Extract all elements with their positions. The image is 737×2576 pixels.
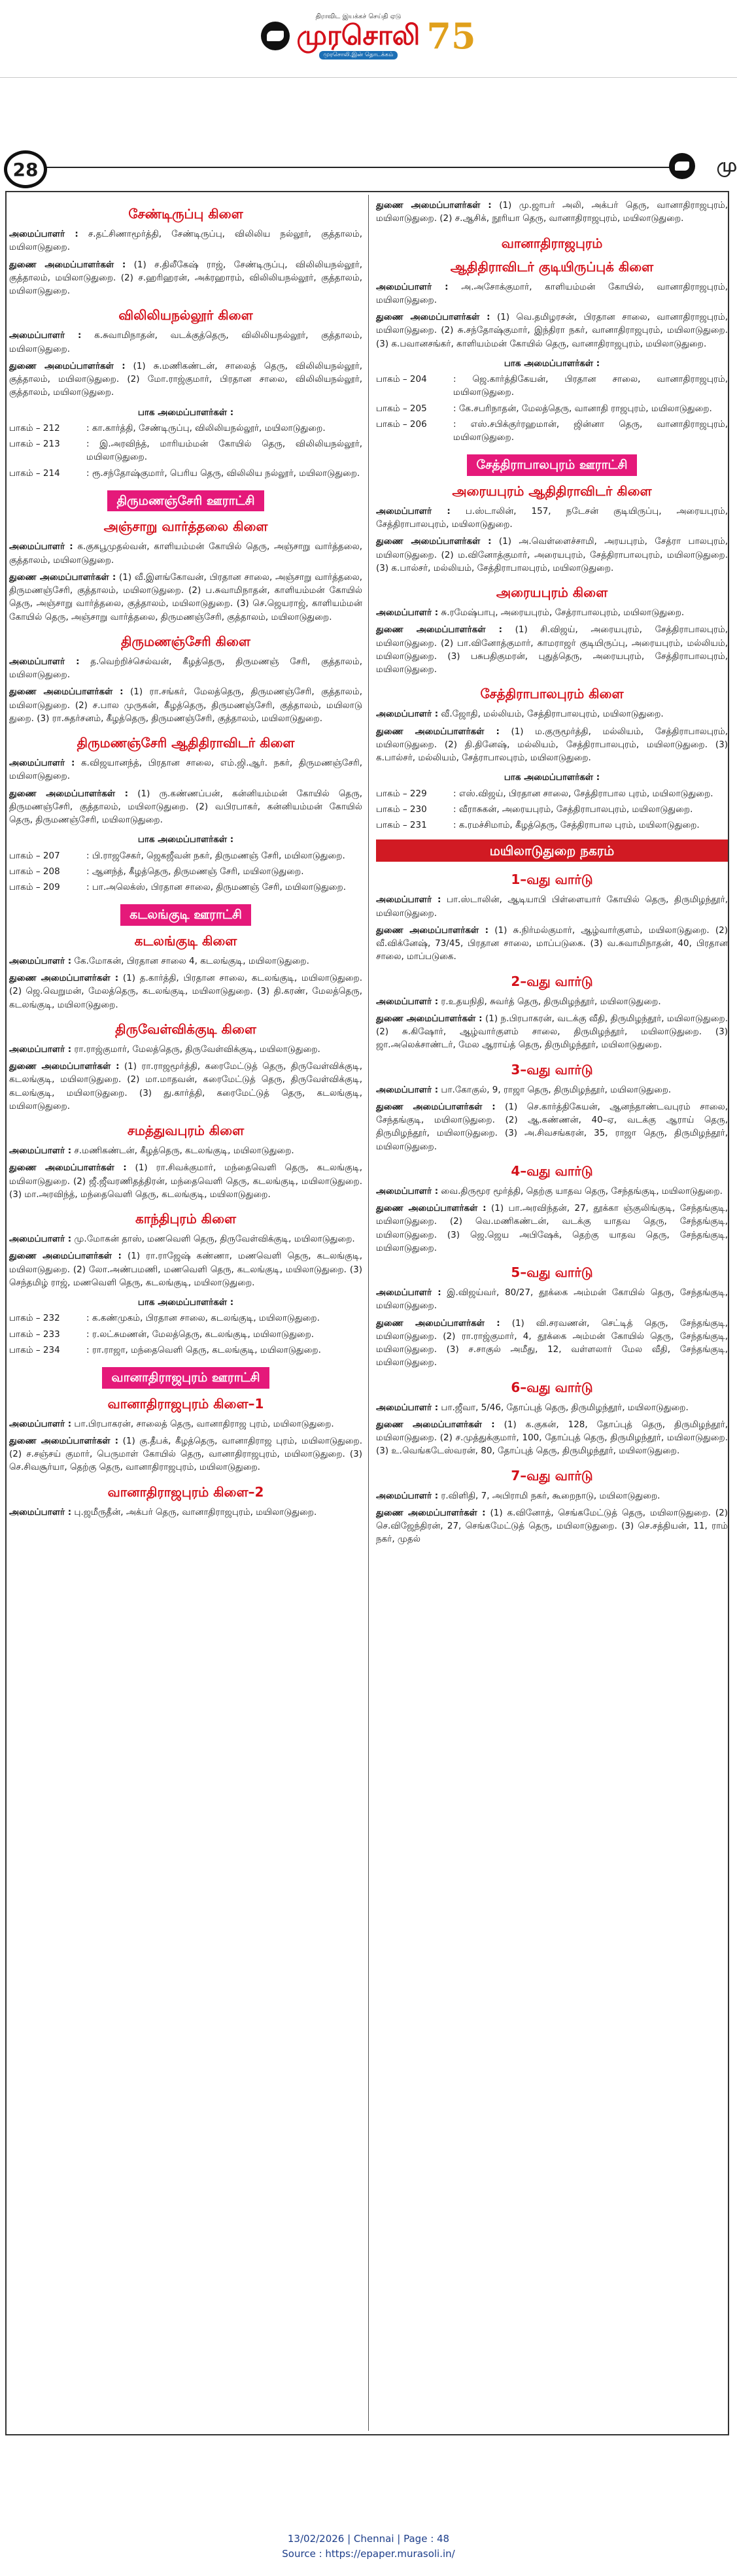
footer-dateline: 13/02/2026 | Chennai | Page : 48: [287, 2533, 450, 2545]
booth-number: பாகம் – 207: [9, 850, 60, 861]
organiser-details: (1) சி.விஜய், அரையபுரம், சேத்திராபாலபுரம், மயிலாடுதுறை. (2) பா.வினோத்குமார், காமராஜர் குடியிருப்பு, அரையபுரம், மல்லியம், மயிலாடுதுறை. (3) பசுபதிகுமரன், புதுத்தெரு, அரையபுரம், சேத்திராபாலபுரம், மயிலாடுதுறை.: [376, 624, 728, 675]
panchayat-banner-wrap: [376, 839, 728, 862]
organiser-details: ர.உதயநிதி, சுவர்த் தெரு, திருமிழந்தூர், மயிலாடுதுறை.: [438, 996, 661, 1007]
organiser-details: அ.அசோக்குமார், காளியம்மன் கோயில், வானாதிராஜபுரம், மயிலாடுதுறை.: [376, 281, 728, 305]
organiser-entry: [9, 1060, 362, 1113]
organiser-details: வை.திருமூர மூர்த்தி, தெற்கு யாதவ தெரு, சேந்தங்குடி, மயிலாடுதுறை.: [438, 1185, 723, 1196]
organiser-entry: [9, 1249, 362, 1289]
role-label: அமைப்பாளர் :: [376, 505, 451, 517]
role-label: துணை அமைப்பாளர்கள் :: [376, 312, 490, 322]
booth-entry: [376, 803, 728, 816]
organiser-details: (1) மு.ஜாபர் அலி, அக்பர் தெரு, வானாதிராஜபுரம், மயிலாடுதுறை. (2) ச.ஆசிக், நூரியா தெரு, வானாதிராஜபுரம், மயிலாடுதுறை.: [376, 200, 728, 224]
organiser-entry: [376, 280, 728, 307]
role-label: அமைப்பாளர் :: [376, 607, 439, 618]
organiser-entry: [376, 199, 728, 226]
masthead-sub: முரசொலி.இன் தொடக்கம்: [319, 51, 397, 59]
role-label: அமைப்பாளர் :: [9, 1234, 72, 1244]
masthead-tagline: திராவிட இயக்கச் செய்தி ஏடு: [315, 12, 402, 20]
booth-number: பாகம் – 234: [9, 1344, 60, 1355]
organiser-details: பா.ஜீவா, 5/46, தோப்புத் தெரு, திருமிழந்தூர், மயிலாடுதுறை.: [438, 1402, 689, 1413]
organiser-details: (1) த.கார்த்தி, பிரதான சாலை, கடலங்குடி, மயிலாடுதுறை. (2) ஜெ.வெறுமன், மேலத்தெரு, கடலங்குடி, மயிலாடுதுறை. (3) தி.கரண், மேலத்தெரு, கடலங்குடி, மயிலாடுதுறை.: [9, 973, 362, 1010]
organiser-details: கே.மோகன், பிரதான சாலை 4, கடலங்குடி, மயிலாடுதுறை.: [71, 955, 309, 966]
booth-organiser: : வீராசுகன், அரையபுரம், சேத்திராபாலபுரம், மயிலாடுதுறை.: [453, 804, 693, 815]
role-label: அமைப்பாளர் :: [9, 1145, 72, 1156]
panchayat-banner: திருமணஞ்சேரி ஊராட்சி: [107, 490, 264, 512]
organiser-details: (1) ரா.சிவக்குமார், மந்தைவெளி தெரு, கடலங்குடி, மயிலாடுதுறை. (2) ஜீ.ஜீவரணிதத்திரன், மந்தைவெளி தெரு, கடலங்குடி, மயிலாடுதுறை. (3) மா.அரவிந்த், மந்தைவெளி தெரு, கடலங்குடி, மயிலாடுதுறை.: [9, 1162, 362, 1200]
booth-organiser: : கா.கார்த்தி, சேண்டிருப்பு, விலிலியநல்லூர், மயிலாடுதுறை.: [86, 422, 326, 433]
role-label: துணை அமைப்பாளர்கள் :: [9, 1251, 122, 1262]
footer: [0, 2532, 737, 2561]
organiser-details: (1) சு.மணிகண்டன், சாலைத் தெரு, விலிலியநல்லூர், குத்தாலம், மயிலாடுதுறை. (2) மோ.ராஜ்குமார், பிரதான சாலை, விலிலியநல்லூர், குத்தாலம், மயிலாடுதுறை.: [9, 360, 363, 398]
booth-organisers-title: பாக அமைப்பாளர்கள் :: [137, 1297, 234, 1308]
anniversary-badge: 75: [426, 15, 476, 57]
organiser-details: க.குகபூமுதல்வன், காளியம்மன் கோயில் தெரு, அஞ்சாறு வார்த்தலை, குத்தாலம், மயிலாடுதுறை.: [9, 541, 362, 566]
role-label: அமைப்பாளர் :: [376, 996, 439, 1007]
organiser-details: வீ.ஜோதி, மல்லியம், சேத்திராபாலபுரம், மயிலாடுதுறை.: [438, 709, 664, 720]
booth-entry: [9, 881, 362, 894]
organiser-entry: [376, 1401, 728, 1414]
role-label: அமைப்பாளர் :: [376, 281, 449, 292]
section-heading: சேண்டிருப்பு கிளை: [128, 206, 243, 222]
booth-organiser: : ரா.ராஜா, மந்தைவெளி தெரு, கடலங்குடி, மயிலாடுதுறை.: [86, 1344, 321, 1355]
organiser-entry: [9, 756, 362, 783]
organiser-entry: [376, 995, 728, 1008]
booth-entry: [376, 819, 728, 832]
section-heading: அஞ்சாறு வார்த்தலை கிளை: [103, 518, 268, 535]
role-label: துணை அமைப்பாளர்கள் :: [376, 1317, 500, 1329]
organiser-entry: [376, 1012, 728, 1052]
organiser-details: ரா.ராஜ்குமார், மேலத்தெரு, திருவேள்விக்குடி, மயிலாடுதுறை.: [71, 1043, 320, 1055]
organiser-details: ச.தட்சிணாமூர்த்தி, சேண்டிருப்பு, விலிலிய நல்லூர், குத்தாலம், மயிலாடுதுறை.: [9, 229, 362, 253]
section-heading: திருமணஞ்சேரி ஆதிதிராவிடர் கிளை: [77, 735, 295, 751]
column-divider: [368, 195, 369, 2431]
booth-number: பாகம் – 213: [9, 439, 60, 449]
role-label: அமைப்பாளர் :: [9, 1506, 72, 1517]
organiser-details: மு.மோகன் தாஸ், மணவெளி தெரு, திருவேள்விக்குடி, மயிலாடுதுறை.: [71, 1234, 355, 1244]
role-label: அமைப்பாளர் :: [9, 229, 78, 239]
organiser-details: சு.ரமேஷ்பாபு, அரையபுரம், சேத்ராபாலபுரம், மயிலாடுதுறை.: [438, 607, 685, 618]
organiser-details: ர.விளிதி, 7, அபிராமி நகர், கூறைநாடு, மயிலாடுதுறை.: [438, 1490, 660, 1501]
organiser-details: க.சுவாமிநாதன், வடக்குத்தெரு, விலிலியநல்லூர், குத்தாலம், மயிலாடுதுறை.: [9, 330, 362, 354]
role-label: துணை அமைப்பாளர்கள் :: [376, 624, 503, 636]
footer-source[interactable]: Source : https://epaper.murasoli.in/: [282, 2547, 455, 2560]
page-strip: [0, 149, 737, 186]
booth-organisers-title: பாக அமைப்பாளர்கள் :: [137, 407, 234, 418]
masthead: [0, 0, 737, 72]
organiser-entry: [376, 505, 728, 532]
section-heading: கடலங்குடி கிளை: [134, 932, 237, 949]
section-heading: காந்திபுரம் கிளை: [135, 1211, 237, 1227]
role-label: அமைப்பாளர் :: [376, 1490, 439, 1501]
role-label: துணை அமைப்பாளர்கள் :: [9, 788, 129, 799]
booth-organiser: : எஸ்.விஜய், பிரதான சாலை, சேத்திராபால புரம், மயிலாடுதுறை.: [453, 788, 713, 799]
role-label: அமைப்பாளர் :: [9, 1418, 72, 1429]
booth-number: பாகம் – 214: [9, 467, 60, 479]
booth-number: பாகம் – 208: [9, 866, 60, 877]
role-label: துணை அமைப்பாளர்கள் :: [9, 259, 126, 270]
organiser-details: க.விஜயானந்த், பிரதான சாலை, எம்.ஜி.ஆர். நகர், திருமணஞ்சேரி, மயிலாடுதுறை.: [9, 758, 363, 782]
role-label: அமைப்பாளர் :: [9, 330, 82, 341]
organiser-details: (1) வெ.தமிழரசன், பிரதான சாலை, வானாதிராஜபுரம், மயிலாடுதுறை. (2) சு.சந்தோஷ்குமார், இந்திரா நகர், வானாதிராஜபுரம், மயிலாடுதுறை. (3) க.பவானசங்கர், காளியம்மன் கோயில் தெரு, வானாதிராஜபுரம், மயிலாடுதுறை.: [376, 312, 728, 349]
booth-organiser: : இ.அரவிந்த், மாரியம்மன் கோயில் தெரு, விலிலியநல்லூர், மயிலாடுதுறை.: [86, 439, 362, 463]
organiser-entry: [376, 606, 728, 619]
organiser-details: த.வெற்றிச்செல்வன், கீழத்தெரு, திருமணஞ் சேரி, குத்தாலம், மயிலாடுதுறை.: [9, 656, 362, 680]
section-heading: திருவேள்விக்குடி கிளை: [115, 1021, 256, 1037]
booth-entry: [376, 402, 728, 415]
booth-organisers-title: பாக அமைப்பாளர்கள் :: [137, 834, 234, 845]
role-label: துணை அமைப்பாளர்கள் :: [376, 1419, 495, 1430]
organiser-entry: [9, 955, 362, 968]
booth-entry: [9, 437, 362, 464]
organiser-entry: [376, 924, 728, 964]
booth-entry: [9, 849, 362, 862]
role-label: துணை அமைப்பாளர்கள் :: [376, 924, 489, 936]
role-label: துணை அமைப்பாளர்கள் :: [9, 1162, 127, 1174]
panchayat-banner-wrap: [376, 447, 728, 479]
organiser-details: (1) ரா.ராஜமூர்த்தி, கரைமேட்டுத் தெரு, திருவேள்விக்குடி, கடலங்குடி, மயிலாடுதுறை. (2) மா.மாதவன், கரைமேட்டுத் தெரு, திருவேள்விக்குடி, கடலங்குடி, மயிலாடுதுறை. (3) து.கார்த்தி, கரைமேட்டுத் தெரு, கடலங்குடி, மயிலாடுதுறை.: [9, 1061, 363, 1111]
booth-organiser: : ஜெ.கார்த்திகேயன், பிரதான சாலை, வானாதிராஜபுரம், மயிலாடுதுறை.: [453, 374, 728, 398]
organiser-entry: [376, 535, 728, 575]
booth-organiser: : ஆனந்த், கீழத்தெரு, திருமணஞ் சேரி, மயிலாடுதுறை.: [86, 866, 304, 877]
role-label: துணை அமைப்பாளர்கள் :: [376, 1101, 496, 1112]
organiser-details: (1) அ.வெள்ளைச்சாமி, அரயபுரம், சேத்ரா பாலபுரம், மயிலாடுதுறை. (2) ம.வினோத்குமார், அரையபுரம், சேத்திராபாலபுரம், மயிலாடுதுறை. (3) க.பால்சர், மல்லியம், சேத்திராபாலபுரம், மயிலாடுதுறை.: [376, 536, 728, 573]
role-label: அமைப்பாளர் :: [9, 758, 75, 768]
section-heading: 1–வது வார்டு: [511, 872, 593, 888]
organiser-entry: [9, 258, 362, 298]
section-heading: வானாதிராஜபுரம் கிளை–1: [107, 1395, 264, 1412]
role-label: துணை அமைப்பாளர்கள் :: [376, 200, 492, 211]
organiser-entry: [376, 1185, 728, 1198]
role-label: துணை அமைப்பாளர்கள் :: [376, 536, 492, 547]
organiser-details: (1) ம.குருமூர்த்தி, மல்லியம், சேத்திராபாலபுரம், மயிலாடுதுறை. (2) தி.தினேஷ், மல்லியம், சேத்திராபாலபுரம், மயிலாடுதுறை. (3) க.பால்சர், மல்லியம், சேத்ராபாலபுரம், மயிலாடுதுறை.: [376, 726, 728, 763]
section-heading: ஆதிதிராவிடர் குடியிருப்புக் கிளை: [450, 258, 654, 275]
booth-entry: [9, 422, 362, 435]
booth-entry: [9, 467, 362, 480]
booth-number: பாகம் – 232: [9, 1313, 60, 1324]
role-label: அமைப்பாளர் :: [376, 894, 441, 906]
organiser-details: (1) ந.பிரபாகரன், வடக்கு வீதி, திருமிழந்தூர், மயிலாடுதுறை. (2) சு.கிஷோர், ஆழ்வார்குளம் சாலை, திருமிழந்தூர், மயிலாடுதுறை. (3) ஜா.அலெக்சாண்டர், மேல ஆராய்த் தெரு, திருமிழந்தூர், மயிலாடுதுறை.: [376, 1013, 728, 1051]
role-label: அமைப்பாளர் :: [9, 541, 73, 552]
section-heading: வானாதிராஜபுரம்: [501, 235, 603, 251]
role-label: துணை அமைப்பாளர்கள் :: [376, 1203, 487, 1213]
section-heading: அரையபுரம் ஆதிதிராவிடர் கிளை: [452, 483, 652, 499]
booth-number: பாகம் – 209: [9, 882, 60, 892]
booth-number: பாகம் – 231: [376, 820, 427, 830]
organiser-entry: [9, 329, 362, 356]
booth-organisers-title: பாக அமைப்பாளர்கள் :: [504, 772, 600, 783]
booth-entry: [376, 373, 728, 399]
role-label: துணை அமைப்பாளர்கள் :: [9, 1061, 120, 1072]
role-label: அமைப்பாளர் :: [9, 955, 72, 966]
organiser-details: பா.கோகுல், 9, ராஜா தெரு, திருமிழந்தூர், மயிலாடுதுறை.: [438, 1084, 672, 1095]
masthead-title: முரசொலி: [296, 18, 420, 51]
role-label: துணை அமைப்பாளர்கள் :: [9, 571, 116, 583]
role-label: அமைப்பாளர் :: [9, 1043, 72, 1055]
section-heading: 5–வது வார்டு: [511, 1264, 593, 1280]
organiser-entry: [9, 787, 362, 827]
organiser-details: பா.ஸ்டாலின், ஆடியாபி பிள்ளையார் கோயில் தெரு, திருமிழந்தூர், மயிலாடுதுறை.: [376, 894, 728, 919]
booth-number: பாகம் – 233: [9, 1329, 60, 1340]
organiser-entry: [9, 1232, 362, 1246]
organiser-entry: [9, 972, 362, 1011]
organiser-entry: [376, 725, 728, 765]
booth-number: பாகம் – 206: [376, 418, 427, 430]
logo: [261, 13, 475, 59]
rising-sun-emblem-icon: [261, 22, 290, 50]
organiser-entry: [376, 1202, 728, 1255]
booth-organiser: : ரூ.சந்தோஷ்குமார், பெரிய தெரு, விலிலிய நல்லூர், மயிலாடுதுறை.: [86, 467, 360, 479]
section-heading: விலிலியநல்லூர் கிளை: [118, 307, 253, 324]
organiser-details: (1) சு.நிர்மல்குமார், ஆழ்வார்குளம், மயிலாடுதுறை. (2) வீ.விக்னேஷ், 73/45, பிரதான சாலை, மாப்படுகை. (3) வ.சுவாமிநாதன், 40, பிரதான சாலை, மாப்படுகை.: [376, 924, 728, 962]
role-label: துணை அமைப்பாளர்கள் :: [9, 973, 119, 983]
organiser-entry: [376, 1506, 728, 1546]
organiser-details: (1) ரா.ராஜேஷ் கண்ணா, மணவெளி தெரு, கடலங்குடி, மயிலாடுதுறை. (2) லோ.அண்பமணி, மணவெளி தெரு, கடலங்குடி, மயிலாடுதுறை. (3) செந்தமிழ் ராஜ், மணவெளி தெரு, கடலங்குடி, மயிலாடுதுறை.: [9, 1251, 363, 1288]
organiser-entry: [9, 540, 362, 567]
booth-entry: [9, 1328, 362, 1341]
role-label: துணை அமைப்பாளர்கள் :: [9, 1435, 119, 1446]
booth-number: பாகம் – 212: [9, 422, 60, 433]
booth-number: பாகம் – 230: [376, 804, 427, 815]
section-heading: 7–வது வார்டு: [511, 1467, 593, 1483]
organiser-entry: [9, 1506, 362, 1519]
role-label: அமைப்பாளர் :: [376, 1287, 441, 1298]
booth-entry: [9, 1312, 362, 1325]
organiser-details: ச.மணிகண்டன், கீழத்தெரு, கடலங்குடி, மயிலாடுதுறை.: [71, 1145, 294, 1156]
booth-number: பாகம் – 205: [376, 403, 427, 414]
section-heading: திருமணஞ்சேரி கிளை: [121, 633, 250, 649]
organiser-details: ப.ஸ்டாலின், 157, நடேசன் குடியிருப்பு, அரையபுரம், சேத்திராபாலபுரம், மயிலாடுதுறை.: [376, 505, 728, 530]
booth-entry: [9, 865, 362, 878]
organiser-entry: [9, 1434, 362, 1474]
organiser-details: (1) ச.திலீகேஷ் ராஜ், சேண்டிருப்பு, விலிலியநல்லூர், குத்தாலம், மயிலாடுதுறை. (2) ச.ஹரிஹரன், அக்ரஹாரம், விலிலியநல்லூர், குத்தாலம், மயிலாடுதுறை.: [9, 259, 363, 296]
booth-organiser: : ர.லட்சுமணன், மேலத்தெரு, கடலங்குடி, மயிலாடுதுறை.: [86, 1329, 315, 1340]
masthead-divider: [0, 77, 737, 78]
section-heading: 3–வது வார்டு: [511, 1061, 593, 1077]
booth-number: பாகம் – 204: [376, 374, 427, 384]
booth-entry: [376, 787, 728, 800]
section-heading: 2–வது வார்டு: [511, 973, 593, 989]
role-label: அமைப்பாளர் :: [376, 1185, 439, 1196]
panchayat-banner: வானாதிராஜபுரம் ஊராட்சி: [102, 1367, 269, 1389]
organiser-entry: [376, 893, 728, 920]
role-label: துணை அமைப்பாளர்கள் :: [376, 1507, 486, 1518]
booth-organiser: : பா.அலெக்ஸ், பிரதான சாலை, திருமணஞ் சேரி, மயிலாடுதுறை.: [86, 882, 347, 892]
strip-rule: [46, 167, 678, 168]
organiser-entry: [9, 228, 362, 254]
role-label: அமைப்பாளர் :: [376, 709, 439, 720]
role-label: துணை அமைப்பாளர்கள் :: [376, 1013, 483, 1024]
role-label: அமைப்பாளர் :: [376, 1402, 439, 1413]
organiser-entry: [9, 571, 362, 624]
section-heading: 6–வது வார்டு: [511, 1379, 593, 1395]
booth-entry: [9, 1344, 362, 1357]
section-heading: 4–வது வார்டு: [511, 1162, 593, 1179]
role-label: அமைப்பாளர் :: [9, 656, 80, 667]
organiser-entry: [9, 1161, 362, 1201]
organiser-details: பா.பிரபாகரன், சாலைத் தெரு, வானாதிராஜ புரம், மயிலாடுதுறை.: [71, 1418, 334, 1429]
organiser-entry: [9, 1144, 362, 1157]
organiser-details: (1) க.குகன், 128, தோப்புத் தெரு, திருமிழந்தூர், மயிலாடுதுறை. (2) ச.முத்துக்குமார், 100, தோப்புத் தெரு, திருமிழந்தூர், மயிலாடுதுறை. (3) உ.வெங்கடேஸ்வரன், 80, தோப்புத் தெரு, திருமிழந்தூர், மயிலாடுதுறை.: [376, 1419, 728, 1457]
organiser-details: (1) கு.தீபக், கீழத்தெரு, வானாதிராஜ புரம், மயிலாடுதுறை. (2) ச.சஞ்சய் குமார், பெருமாள் கோயில் தெரு, வானாதிராஜபுரம், மயிலாடுதுறை. (3) செ.சிவசூர்யா, தெற்கு தெரு, வானாதிராஜபுரம், மயிலாடுதுறை.: [9, 1435, 363, 1473]
panchayat-banner: கடலங்குடி ஊராட்சி: [120, 904, 251, 926]
organiser-entry: [376, 1317, 728, 1370]
section-heading: சமத்துவபுரம் கிளை: [127, 1123, 245, 1138]
organiser-entry: [9, 655, 362, 682]
booth-organisers-title: பாக அமைப்பாளர்கள் :: [504, 358, 600, 369]
panchayat-banner-wrap: [9, 483, 362, 515]
booth-organiser: : பி.ராஜசேகர், ஜெகஜீவன் நகர், திருமணஞ் சேரி, மயிலாடுதுறை.: [86, 850, 345, 861]
role-label: அமைப்பாளர் :: [376, 1084, 439, 1095]
strip-emblem-icon: [669, 153, 695, 179]
page-number: 28: [4, 150, 47, 188]
booth-organiser: : எஸ்.சபிக்குர்ரஹமான், ஜின்னா தெரு, வானாதிராஜபுரம், மயிலாடுதுறை.: [453, 418, 728, 443]
organiser-entry: [376, 707, 728, 720]
organiser-details: இ.விஜய்வர், 80/27, தூக்கை அம்மன் கோயில் தெரு, சேந்தங்குடி, மயிலாடுதுறை.: [376, 1287, 728, 1312]
organiser-entry: [376, 1286, 728, 1313]
organiser-entry: [376, 1418, 728, 1458]
panchayat-banner: சேத்திராபாலபுரம் ஊராட்சி: [467, 454, 636, 476]
section-heading: வானாதிராஜபுரம் கிளை–2: [107, 1483, 264, 1500]
organiser-details: (1) வி.சரவணன், செட்டித் தெரு, சேந்தங்குடி, மயிலாடுதுறை. (2) ரா.ராஜ்குமார், 4, தூக்கை அம்மன் கோயில் தெரு, சேந்தங்குடி, மயிலாடுதுறை. (3) ச.சாகுல் அமீது, 12, வள்ளலார் மேல வீதி, சேந்தங்குடி, மயிலாடுதுறை.: [376, 1317, 728, 1368]
section-heading: அரையபுரம் கிளை: [496, 585, 608, 600]
organiser-details: (1) ரு.கண்ணப்பன், கன்னியம்மன் கோயில் தெரு, திருமணஞ்சேரி, குத்தாலம், மயிலாடுதுறை. (2) வபிரபாகர், கன்னியம்மன் கோயில் தெரு, திருமணஞ்சேரி, மயிலாடுதுறை.: [9, 788, 363, 825]
organiser-entry: [9, 685, 362, 725]
organiser-entry: [9, 1043, 362, 1056]
strip-word: மு: [716, 154, 737, 176]
role-label: துணை அமைப்பாளர்கள் :: [9, 686, 124, 698]
booth-organiser: : கே.சபரிநாதன், மேலத்தெரு, வானாதி ராஜபுரம், மயிலாடுதுறை.: [453, 403, 712, 414]
role-label: துணை அமைப்பாளர்கள் :: [376, 726, 500, 737]
organiser-details: (1) ரா.சங்கர், மேலத்தெரு, திருமணஞ்சேரி, குத்தாலம், மயிலாடுதுறை. (2) ச.பால முருகன், கீழத்தெரு, திருமணஞ்சேரி, குத்தாலம், மயிலாடு துறை. (3) ரா.சுதர்சனம், கீழத்தெரு, திருமணஞ்சேரி, குத்தாலம், மயிலாடுதுறை.: [9, 686, 362, 724]
panchayat-banner-wrap: [9, 896, 362, 928]
organiser-details: (1) க.வினோத், செங்கமேட்டுத் தெரு, மயிலாடுதுறை. (2) செ.விஜேந்திரன், 27, செங்கமேட்டுத் தெரு, மயிலாடுதுறை. (3) செ.சத்தியன், 11, ராம் நகர், முதல்: [376, 1507, 728, 1545]
panchayat-banner-wrap: [9, 1359, 362, 1391]
role-label: துணை அமைப்பாளர்கள் :: [9, 360, 126, 371]
town-banner: மயிலாடுதுறை நகரம்: [376, 839, 728, 862]
left-column: [9, 196, 362, 1523]
right-column: [376, 196, 728, 1550]
organiser-entry: [9, 1417, 362, 1431]
booth-entry: [376, 418, 728, 445]
organiser-details: பு.ஜமீருதீன், அக்பர் தெரு, வானாதிராஜபுரம், மயிலாடுதுறை.: [71, 1506, 317, 1517]
booth-organiser: : க.கண்முகம், பிரதான சாலை, கடலங்குடி, மயிலாடுதுறை.: [86, 1313, 320, 1324]
organiser-entry: [376, 311, 728, 350]
booth-organiser: : க.ரமச்சிமாம், கீழத்தெரு, சேத்திராபால புரம், மயிலாடுதுறை.: [453, 820, 700, 830]
organiser-entry: [376, 1100, 728, 1153]
organiser-details: (1) வீ.இளங்கோவன், பிரதான சாலை, அஞ்சாறு வார்த்தலை, திருமணஞ்சேரி, குத்தாலம், மயிலாடுதுறை. (2) ப.சுவாமிநாதன், காளியம்மன் கோயில் தெரு, அஞ்சாறு வார்த்தலை, குத்தாலம், மயிலாடுதுறை. (3) செ.ஜெயராஜ், காளியம்மன் கோயில் தெரு, அஞ்சாறு வார்த்தலை, திருமணஞ்சேரி, குத்தாலம், மயிலாடுதுறை.: [9, 571, 362, 622]
organiser-details: (1) செ.கார்த்திகேயன், ஆனந்தாண்டவபுரம் சாலை, சேந்தங்குடி, மயிலாடுதுறை. (2) ஆ.கண்ணன், 40–ஏ, வடக்கு ஆராய் தெரு, திருமிழந்தூர், மயிலாடுதுறை. (3) அ.சிவசங்கரன், 35, ராஜா தெரு, திருமிழந்தூர், மயிலாடுதுறை.: [376, 1101, 728, 1152]
organiser-entry: [9, 360, 362, 399]
organiser-details: (1) பா.அரவிந்தன், 27, தூக்கா ஞ்குலிங்குடி, சேந்தங்குடி, மயிலாடுதுறை. (2) வெ.மணிகண்டன், வடக்கு யாதவ தெரு, சேந்தங்குடி, மயிலாடுதுறை. (3) ஜெ.ஜெய அபிஷேக், தெற்கு யாதவ தெரு, சேந்தங்குடி, மயிலாடுதுறை.: [376, 1203, 728, 1253]
organiser-entry: [376, 1083, 728, 1096]
booth-number: பாகம் – 229: [376, 788, 427, 799]
organiser-entry: [376, 1489, 728, 1502]
organiser-entry: [376, 623, 728, 676]
section-heading: சேத்திராபாலபுரம் கிளை: [480, 686, 624, 702]
